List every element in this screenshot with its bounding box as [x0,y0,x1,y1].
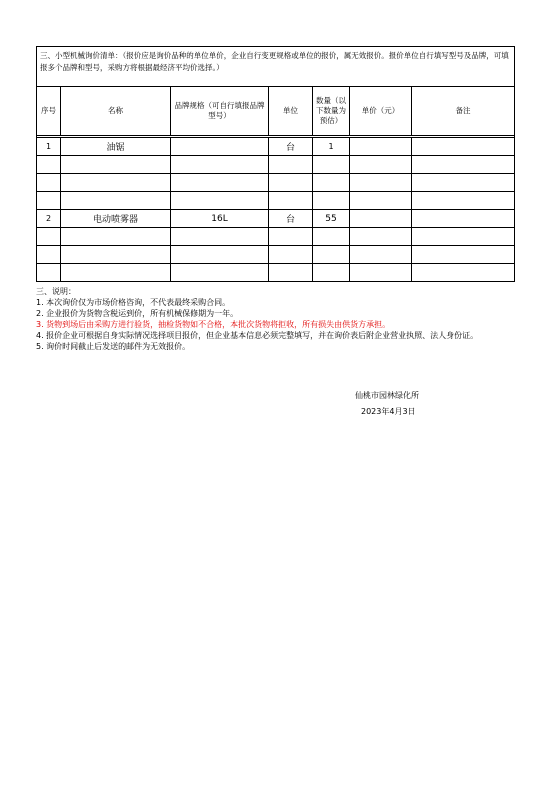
note-item: 4. 报价企业可根据自身实际情况选择项目报价，但企业基本信息必须完整填写，并在询价表后附企业营业执照、法人身份证。 [36,331,479,340]
table-row [37,156,515,174]
cell-name [61,246,171,264]
cell-price[interactable] [350,264,412,282]
header-seq: 序号 [37,87,61,136]
cell-unit [269,192,313,210]
cell-qty: 1 [313,138,350,156]
cell-unit: 台 [269,210,313,228]
cell-price[interactable] [350,174,412,192]
table-row [37,210,515,228]
notes-title: 三、说明： [36,287,76,296]
table-row [37,228,515,246]
cell-seq: 1 [37,138,61,156]
cell-name: 油锯 [61,138,171,156]
header-spec: 品牌规格（可自行填报品牌型号） [171,87,269,136]
header-name: 名称 [61,87,171,136]
cell-unit [269,264,313,282]
note-item: 2. 企业报价为货物含税运到价，所有机械保修期为一年。 [36,309,239,318]
cell-unit [269,228,313,246]
header-price: 单价（元） [350,87,412,136]
table-row [37,264,515,282]
cell-price[interactable] [350,138,412,156]
note-item-warning: 3. 货物到场后由采购方进行验货，抽检货物如不合格，本批次货物将拒收，所有损失由供货方承担。 [36,320,391,329]
cell-remark[interactable] [412,228,515,246]
inquiry-sheet [36,46,514,282]
cell-price[interactable] [350,210,412,228]
header-remark: 备注 [412,87,515,136]
cell-remark[interactable] [412,138,515,156]
cell-spec[interactable] [171,228,269,246]
cell-price[interactable] [350,228,412,246]
cell-spec[interactable] [171,246,269,264]
cell-seq: 2 [37,210,61,228]
header-qty: 数量（以下数量为预估） [313,87,350,136]
cell-spec [171,138,269,156]
document-date: 2023年4月3日 [361,407,416,416]
note-item: 1. 本次询价仅为市场价格咨询，不代表最终采购合同。 [36,298,231,307]
cell-remark[interactable] [412,264,515,282]
cell-seq [37,264,61,282]
cell-name [61,192,171,210]
cell-spec[interactable] [171,156,269,174]
cell-unit [269,156,313,174]
cell-unit [269,174,313,192]
table-row [37,138,515,156]
table-row [37,246,515,264]
table-row [37,174,515,192]
cell-qty [313,264,350,282]
cell-name [61,174,171,192]
cell-remark[interactable] [412,192,515,210]
cell-spec[interactable] [171,264,269,282]
cell-qty [313,156,350,174]
cell-seq [37,174,61,192]
table-header [37,87,515,136]
cell-spec[interactable] [171,174,269,192]
note-item: 5. 询价时间截止后发送的邮件为无效报价。 [36,342,191,351]
cell-price[interactable] [350,156,412,174]
cell-unit: 台 [269,138,313,156]
cell-remark[interactable] [412,210,515,228]
cell-qty [313,192,350,210]
notice-text: 三、小型机械询价清单：（报价应是询价品种的单位单价，企业自行变更规格或单位的报价，属无效报价。报价单位自行填写型号及品牌，可填报多个品牌和型号，采购方将根据最经济平均价选择。） [37,47,515,87]
cell-seq [37,192,61,210]
cell-remark[interactable] [412,174,515,192]
cell-name [61,156,171,174]
cell-name: 电动喷雾器 [61,210,171,228]
cell-seq [37,156,61,174]
header-unit: 单位 [269,87,313,136]
cell-qty: 55 [313,210,350,228]
cell-price[interactable] [350,246,412,264]
cell-spec: 16L [171,210,269,228]
cell-spec[interactable] [171,192,269,210]
organization-name: 仙桃市园林绿化所 [355,391,419,400]
cell-remark[interactable] [412,246,515,264]
cell-remark[interactable] [412,156,515,174]
cell-qty [313,228,350,246]
cell-name [61,228,171,246]
cell-price[interactable] [350,192,412,210]
inquiry-table [36,46,515,282]
notes-section [36,286,514,352]
cell-unit [269,246,313,264]
cell-qty [313,246,350,264]
cell-name [61,264,171,282]
table-row [37,192,515,210]
cell-seq [37,228,61,246]
cell-qty [313,174,350,192]
cell-seq [37,246,61,264]
